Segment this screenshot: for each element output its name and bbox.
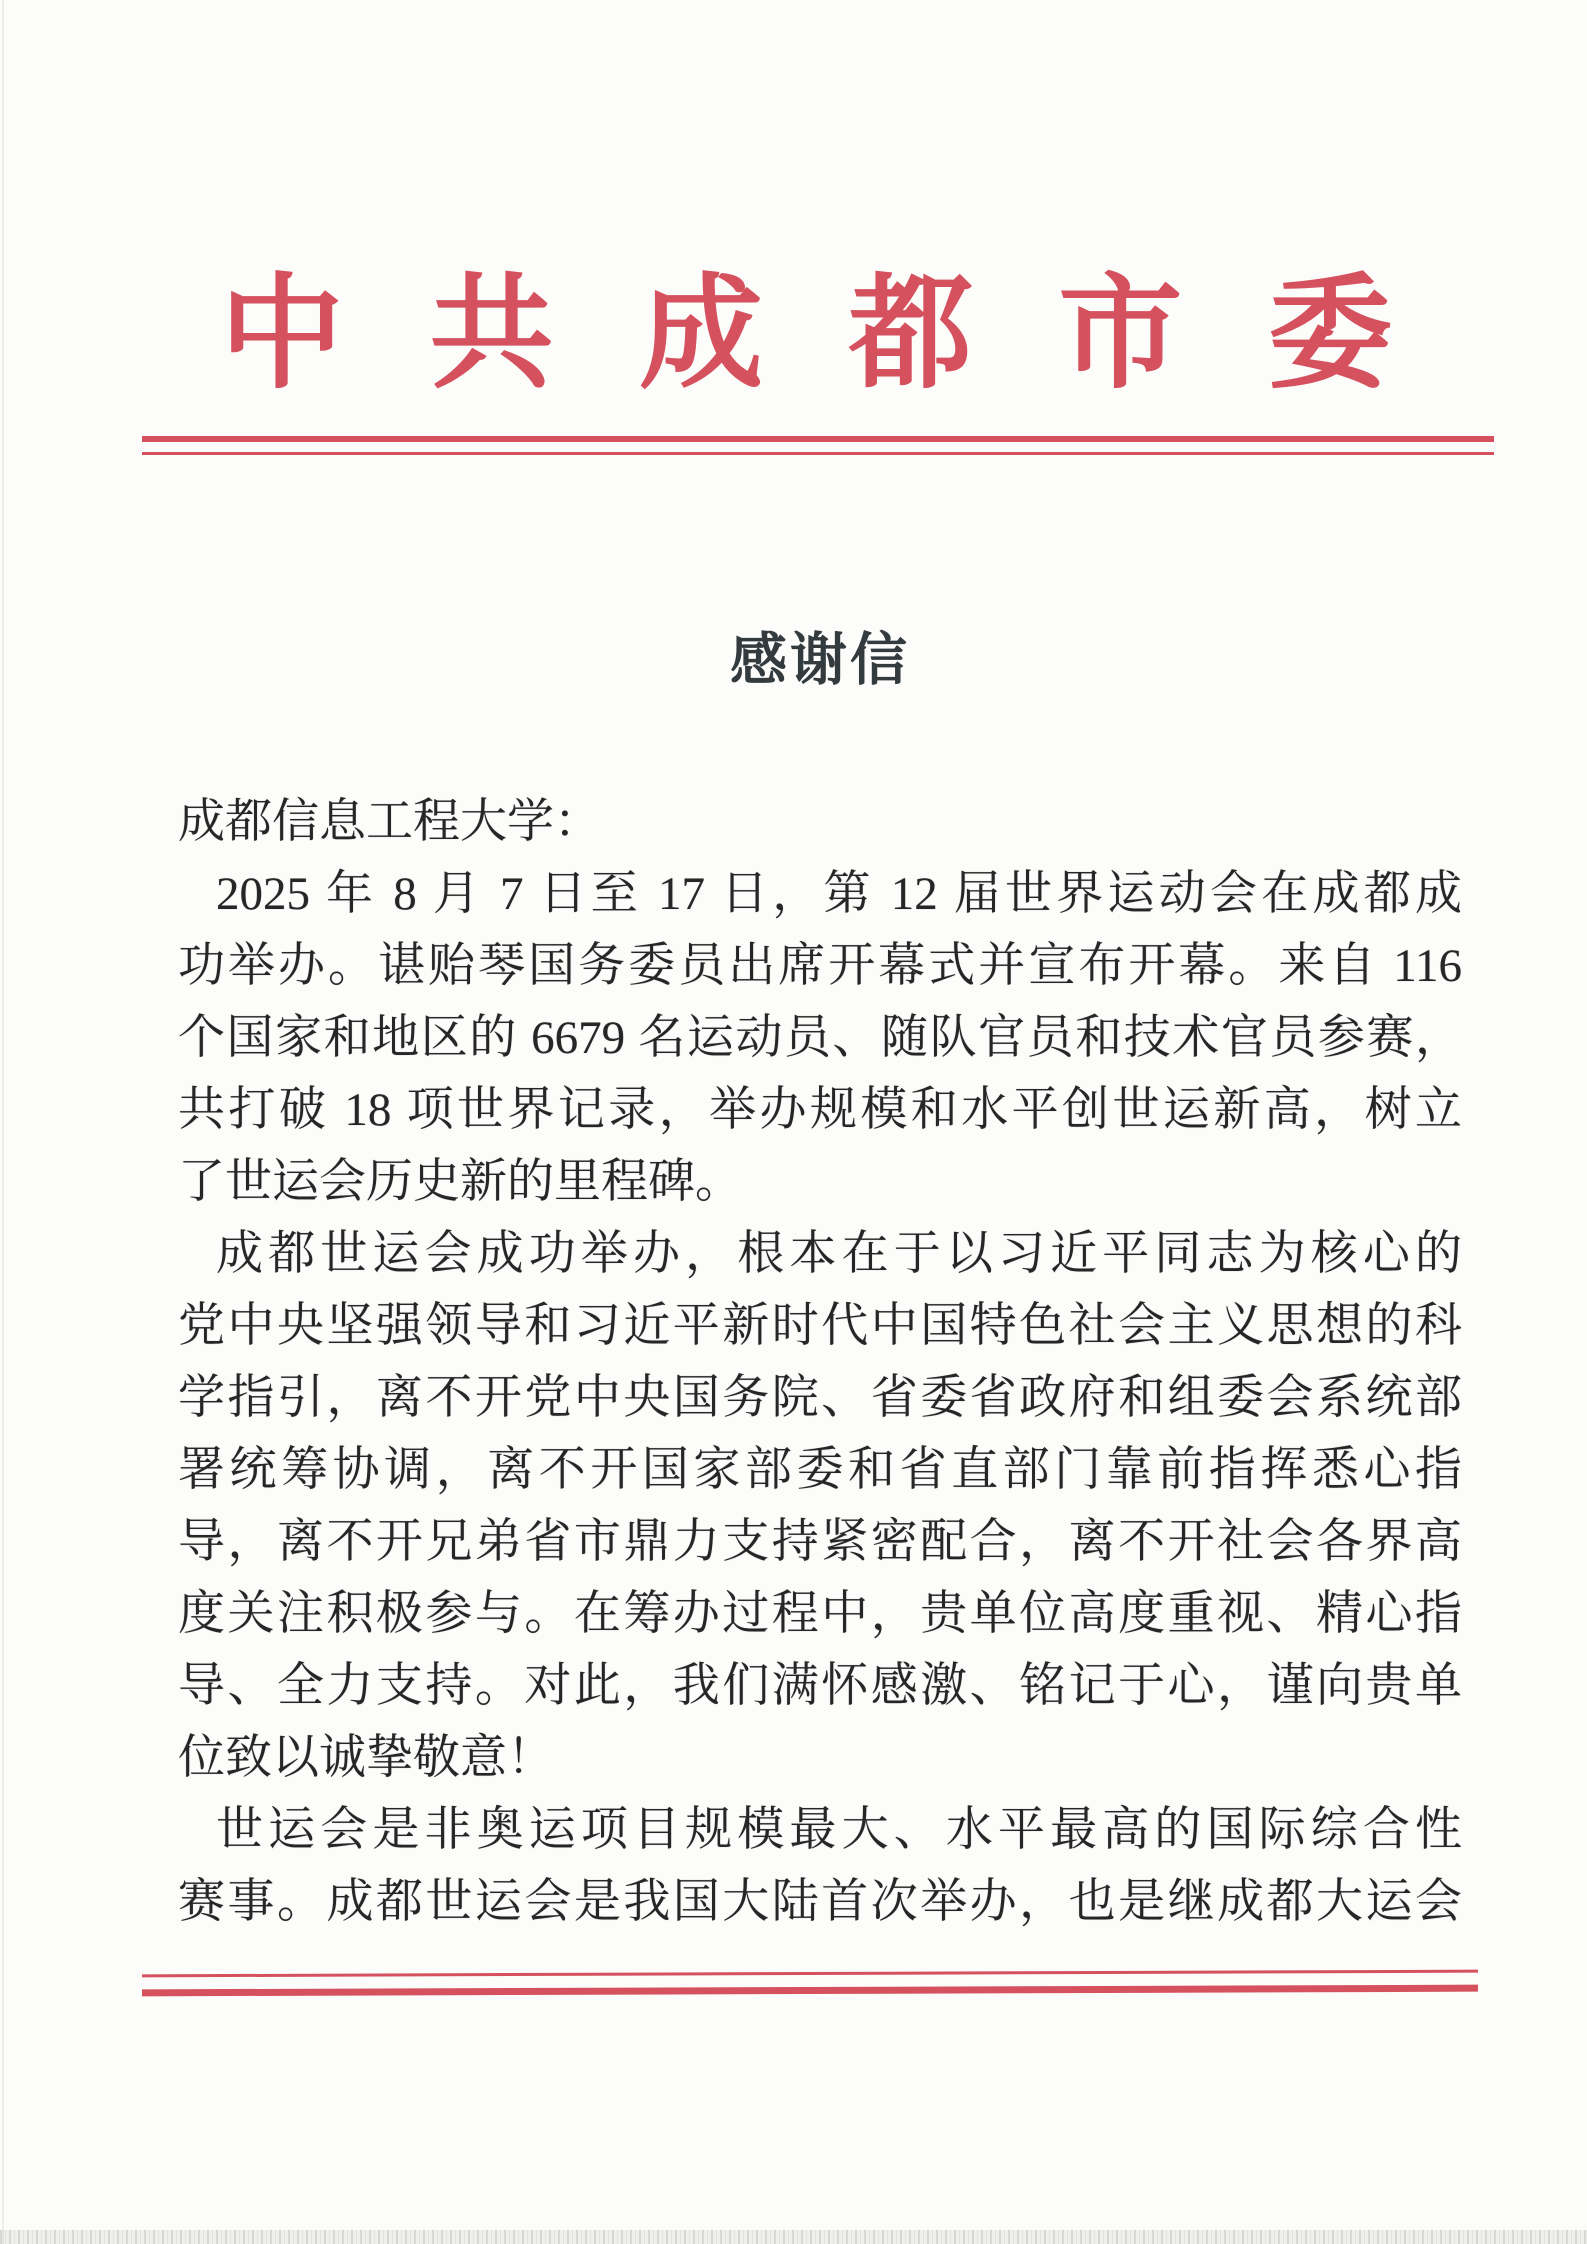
org-title-char: 共 — [429, 266, 554, 403]
body-line: 署统筹协调，离不开国家部委和省直部门靠前指挥悉心指 — [178, 1444, 1462, 1496]
body-line: 世运会是非奥运项目规模最大、水平最高的国际综合性 — [216, 1804, 1462, 1856]
org-title-char: 委 — [1267, 266, 1392, 403]
body-line: 导，离不开兄弟省市鼎力支持紧密配合，离不开社会各界高 — [178, 1516, 1462, 1568]
org-title-char: 都 — [848, 266, 973, 403]
body-line: 成都世运会成功举办，根本在于以习近平同志为核心的 — [216, 1228, 1462, 1280]
body-line: 学指引，离不开党中央国务院、省委省政府和组委会系统部 — [178, 1372, 1462, 1424]
org-title-char: 成 — [639, 266, 764, 403]
salutation: 成都信息工程大学： — [178, 796, 601, 848]
body-line: 党中央坚强领导和习近平新时代中国特色社会主义思想的科 — [178, 1300, 1462, 1352]
letter-body — [178, 786, 1462, 1938]
body-line: 了世运会历史新的里程碑。 — [178, 1156, 742, 1208]
body-line: 赛事。成都世运会是我国大陆首次举办，也是继成都大运会 — [178, 1876, 1462, 1928]
scanner-edge-artifact — [2, 0, 4, 2244]
org-title-char: 市 — [1058, 266, 1183, 403]
org-title-char: 中 — [220, 266, 345, 403]
scanner-noise-strip — [0, 2230, 1587, 2244]
footer-rule-thin — [142, 1970, 1478, 1978]
body-line: 个国家和地区的 6679 名运动员、随队官员和技术官员参赛， — [178, 1012, 1462, 1064]
org-title — [220, 266, 1392, 403]
body-line: 2025 年 8 月 7 日至 17 日，第 12 届世界运动会在成都成 — [216, 868, 1462, 920]
footer-rule-thick — [142, 1985, 1478, 1997]
letter-title: 感谢信 — [730, 629, 910, 692]
letterhead-rule-thick — [142, 436, 1494, 442]
body-line: 度关注积极参与。在筹办过程中，贵单位高度重视、精心指 — [178, 1588, 1462, 1640]
body-line: 功举办。谌贻琴国务委员出席开幕式并宣布开幕。来自 116 — [178, 940, 1462, 992]
body-line: 共打破 18 项世界记录，举办规模和水平创世运新高，树立 — [178, 1084, 1462, 1136]
body-line: 导、全力支持。对此，我们满怀感激、铭记于心，谨向贵单 — [178, 1660, 1462, 1712]
body-line: 位致以诚挚敬意！ — [178, 1732, 554, 1784]
letterhead-rule-thin — [142, 452, 1494, 455]
